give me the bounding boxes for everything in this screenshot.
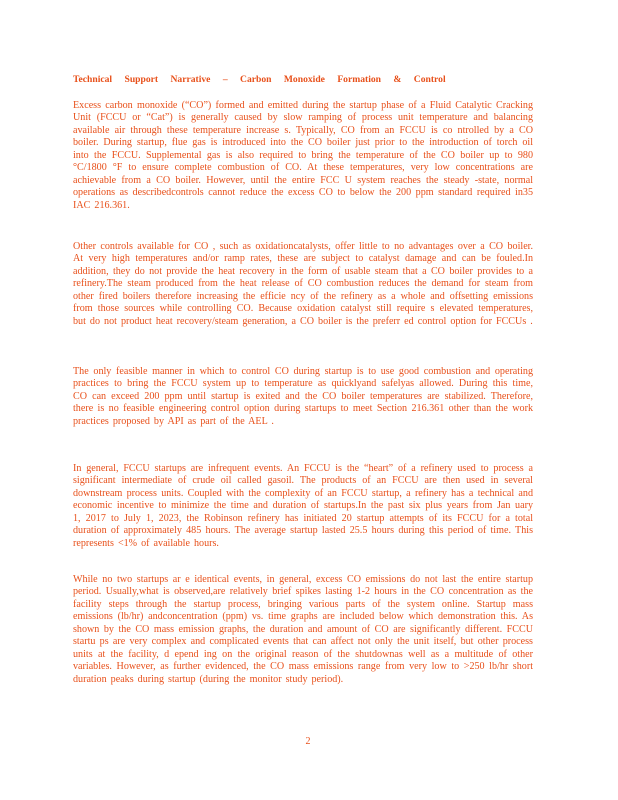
paragraph-startup-frequency: In general, FCCU startups are infrequent events. An FCCU is the “heart” of a refinery used to process a significant intermediate of crude oil called gasoil. The products of an FCCU are then used in several downstream process units. Coupled with the complexity of an FCCU startup, a refinery has a technical and economic incentive to minimize the time and duration of startups.In the past six plus years from Jan uary 1, 2017 to July 1, 2023, the Robinson refinery has initiated 20 startup attempts of its FCCU for a total duration of approximately 485 hours. The average startup lasted 25.5 hours during this period of time. This represents <1% of available hours.: [73, 463, 533, 549]
page-number: 2: [305, 736, 311, 747]
paragraph-startup-co: Excess carbon monoxide (“CO”) formed and emitted during the startup phase of a Fluid Catalytic Cracking Unit (FCCU or “Cat”) is generally caused by slow ramping of process unit temperature and balancing available air through these temperature increase s. Typically, CO from an FCCU is co ntrolled by a CO boiler. During startup, flue gas is introduced into the CO boiler just prior to the introduction of torch oil into the FCCU. Supplemental gas is also required to bring the temperature of the CO boiler up to 980 °C/1800 °F to ensure complete combustion of CO. At these temperatures, very low concentrations are achievable from a CO boiler. However, until the entire FCC U system reaches the steady -state, normal operations as describedcontrols cannot reduce the excess CO to below the 200 ppm standard required in35 IAC 216.361.: [73, 100, 533, 211]
document-heading: Technical Support Narrative – Carbon Monoxide Formation & Control: [73, 74, 446, 85]
paragraph-emission-spikes: While no two startups ar e identical events, in general, excess CO emissions do not last the entire startup period. Usually,what is observed,are relatively brief spikes lasting 1-2 hours in the CO concentration as the facility steps through the startup process, bringing various parts of the system online. Startup mass emissions (lb/hr) andconcentration (ppm) vs. time graphs are included below which demonstration this. As shown by the CO mass emission graphs, the duration and amount of CO are significantly different. FCCU startu ps are very complex and complicated events that can affect not only the unit itself, but other process units at the facility, d epend ing on the original reason of the shutdownas well as a multitude of other variables. However, as further evidenced, the CO mass emissions range from very low to >250 lb/hr short duration peaks during startup (during the monitor study period).: [73, 574, 533, 685]
paragraph-feasible-control: The only feasible manner in which to control CO during startup is to use good combustion and operating practices to bring the FCCU system up to temperature as quicklyand safelyas allowed. During this time, CO can exceed 200 ppm until startup is exited and the CO boiler temperatures are stabilized. Therefore, there is no feasible engineering control option during startups to meet Section 216.361 other than the work practices proposed by API as part of the AEL .: [73, 366, 533, 427]
paragraph-other-controls: Other controls available for CO , such as oxidationcatalysts, offer little to no advantages over a CO boiler. At very high temperatures and/or ramp rates, these are subject to catalyst damage and can be fouled.In addition, they do not provide the heat recovery in the form of usable steam that a CO boiler provides to a refinery.The steam produced from the heat release of CO combustion reduces the demand for steam from other fired boilers therefore increasing the efficie ncy of the refinery as a whole and offsetting emissions from those sources while controlling CO. Because oxidation catalyst still require s elevated temperatures, but do not product heat recovery/steam generation, a CO boiler is the preferr ed control option for FCCUs .: [73, 241, 533, 327]
